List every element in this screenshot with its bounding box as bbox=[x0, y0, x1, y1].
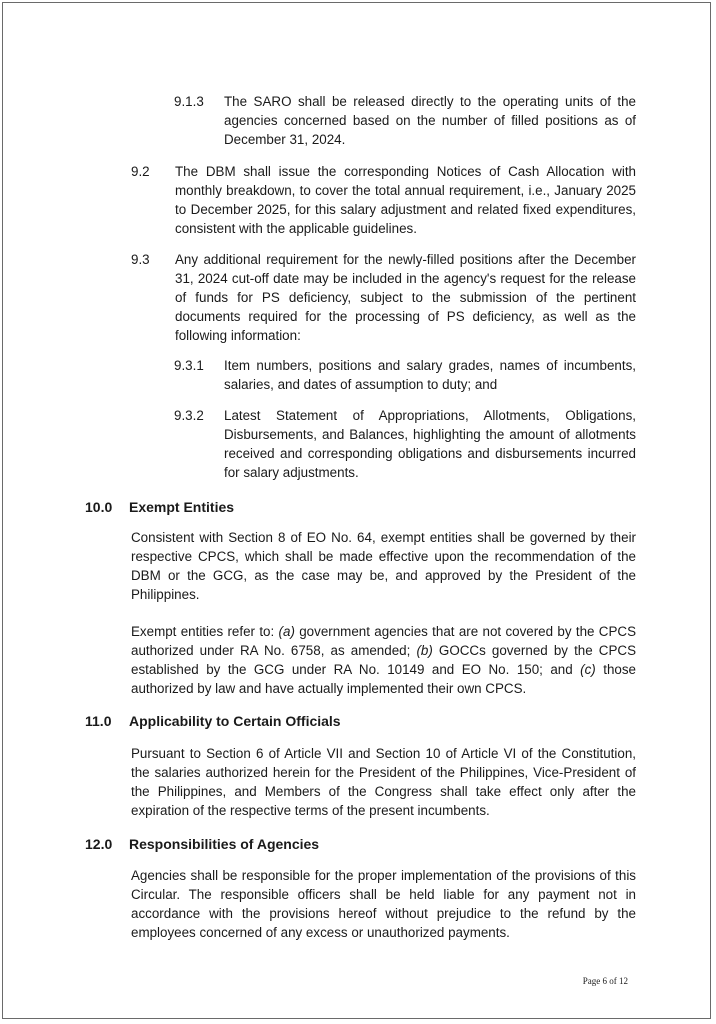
heading-exempt-entities bbox=[85, 498, 234, 517]
section-9-3-2-text: Latest Statement of Appropriations, Allotments, Obligations, Disbursements, and Balances, highlighting the amount of allotments received and corresponding obligations and disbursements incurred for salary adjustments. bbox=[224, 408, 636, 480]
heading-title: Applicability to Certain Officials bbox=[129, 713, 341, 729]
heading-title: Responsibilities of Agencies bbox=[129, 836, 320, 852]
heading-number: 12.0 bbox=[85, 836, 113, 852]
exempt-entities-paragraph-2 bbox=[131, 622, 636, 698]
item-c-text: those authorized by law and have actually implemented their own CPCS. bbox=[131, 662, 637, 696]
heading-responsibilities bbox=[85, 835, 319, 854]
section-9-2-text: The DBM shall issue the corresponding Notices of Cash Allocation with monthly breakdown, to cover the total annual requirement, i.e., January 2025 to December 2025, for this salary adjustment and related fixed expenditures, consistent with the applicable guidelines. bbox=[175, 164, 636, 236]
applicability-paragraph: Pursuant to Section 6 of Article VII and Section 10 of Article VI of the Constitution, the salaries authorized herein for the President of the Philippines, Vice-President of the Philippines, and Members of the Congress shall take effect only after the expiration of the respective terms of the present incumbents. bbox=[131, 746, 636, 818]
page-number: Page 6 of 12 bbox=[582, 976, 628, 986]
section-9-3-1-text: Item numbers, positions and salary grades, names of incumbents, salaries, and dates of assumption to duty; and bbox=[224, 358, 636, 392]
heading-number: 11.0 bbox=[85, 713, 112, 729]
section-number-9-3-2: 9.3.2 bbox=[174, 408, 204, 423]
item-b-label: (b) bbox=[416, 643, 433, 658]
section-number-9-1-3: 9.1.3 bbox=[174, 94, 204, 109]
heading-applicability bbox=[85, 712, 341, 731]
responsibilities-paragraph: Agencies shall be responsible for the proper implementation of the provisions of this Circular. The responsible officers shall be held liable for any payment not in accordance with the provisions hereof without prejudice to the refund by the employees concerned of any excess or unauthorized payments. bbox=[131, 868, 636, 940]
item-a-label: (a) bbox=[278, 624, 295, 639]
section-9-1-3-text: The SARO shall be released directly to the operating units of the agencies concerned based on the number of filled positions as of December 31, 2024. bbox=[224, 94, 636, 147]
item-b-text: GOCCs governed by the CPCS established by the GCG under RA No. 10149 and EO No. 150; and bbox=[131, 643, 637, 677]
document-page bbox=[2, 2, 711, 1019]
section-9-3-text: Any additional requirement for the newly-filled positions after the December 31, 2024 cut-off date may be included in the agency's request for the release of funds for PS deficiency, subject to the submission of the pertinent documents required for the processing of PS deficiency, as well as the following information: bbox=[175, 252, 636, 343]
item-a-text: government agencies that are not covered by the CPCS authorized under RA No. 6758, as amended; bbox=[131, 624, 636, 658]
heading-number: 10.0 bbox=[85, 499, 113, 515]
section-number-9-2: 9.2 bbox=[131, 164, 150, 179]
heading-title: Exempt Entities bbox=[129, 499, 235, 515]
para2-intro: Exempt entities refer to: bbox=[131, 624, 279, 639]
item-c-label: (c) bbox=[580, 662, 596, 677]
section-number-9-3-1: 9.3.1 bbox=[174, 358, 204, 373]
section-number-9-3: 9.3 bbox=[131, 252, 150, 267]
exempt-entities-paragraph-1: Consistent with Section 8 of EO No. 64, exempt entities shall be governed by their respective CPCS, which shall be made effective upon the recommendation of the DBM or the GCG, as the case may be, and approved by the President of the Philippines. bbox=[131, 530, 636, 602]
